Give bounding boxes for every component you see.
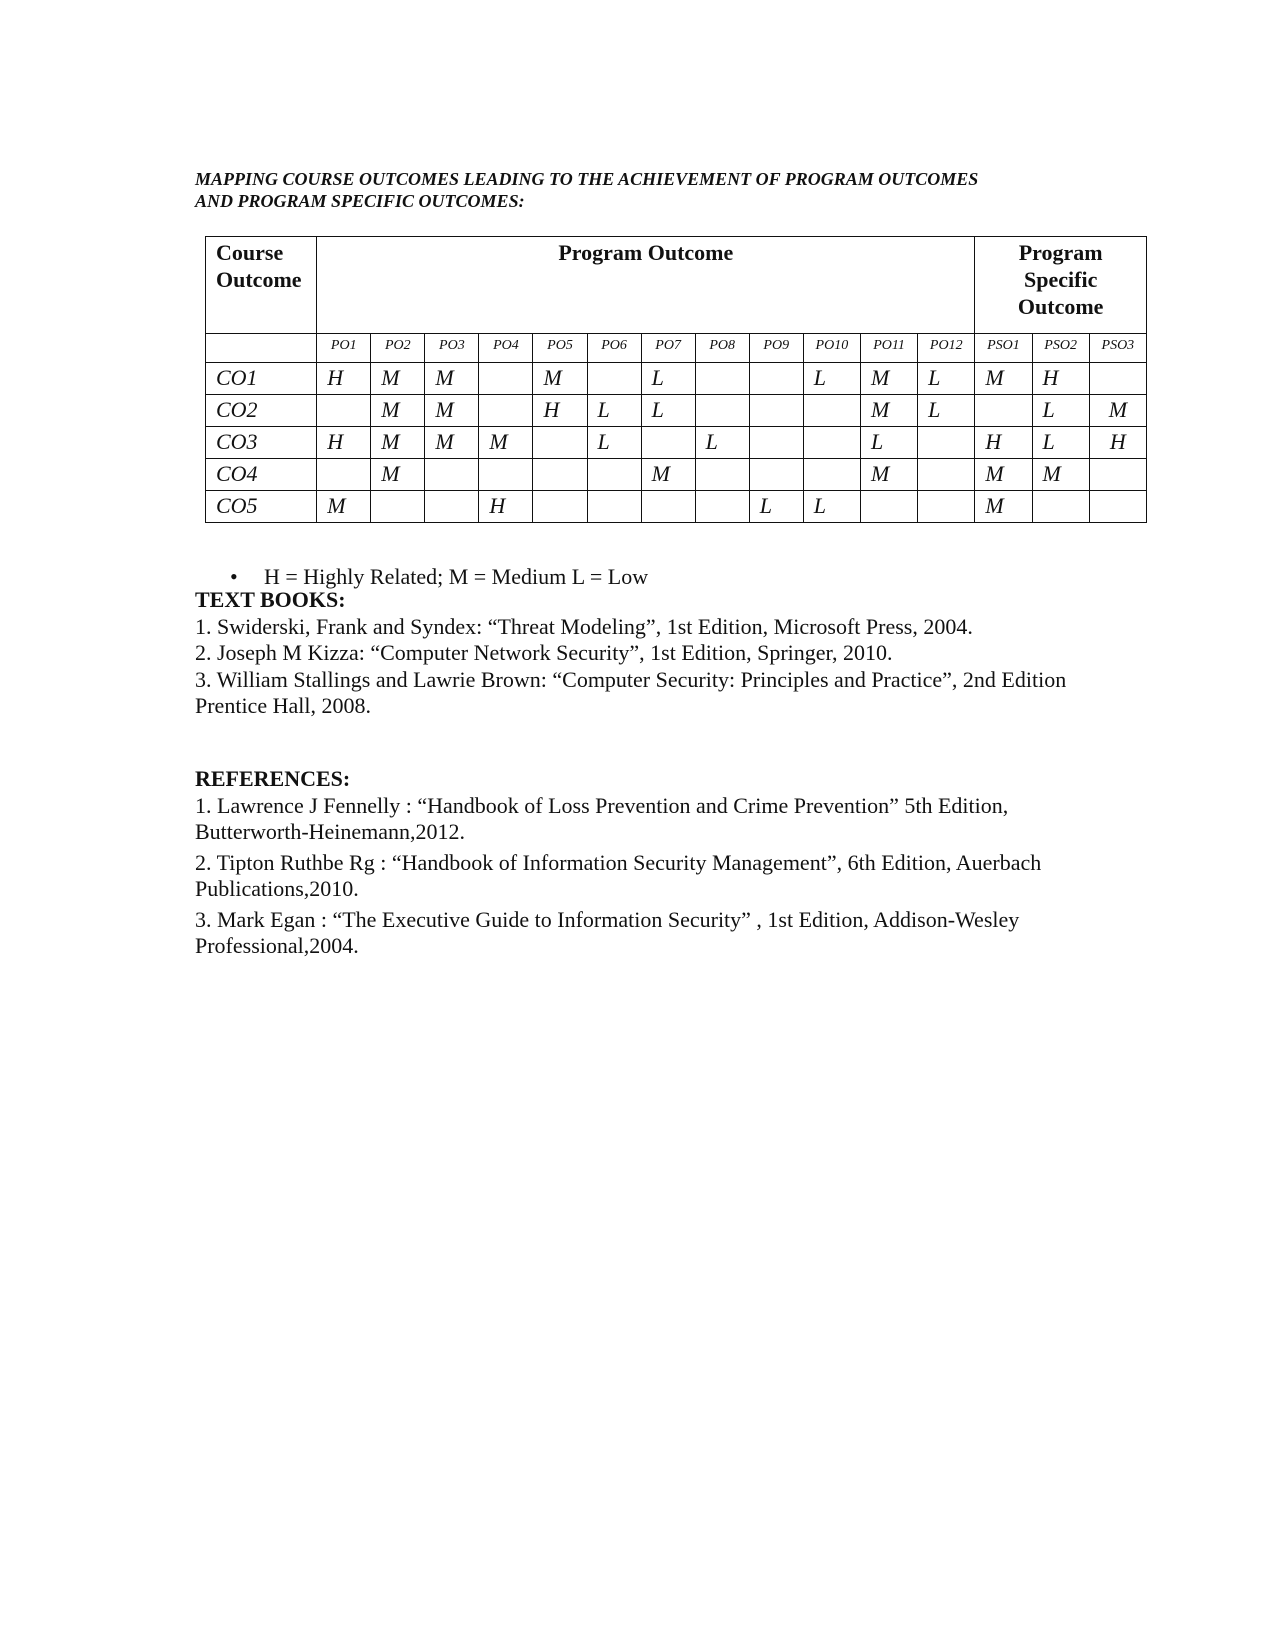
mapping-cell: M: [1089, 395, 1146, 427]
references-title: REFERENCES:: [195, 766, 351, 791]
mapping-cell: M: [371, 427, 425, 459]
mapping-cell: M: [317, 491, 371, 523]
mapping-cell: [317, 459, 371, 491]
mapping-cell: M: [860, 459, 917, 491]
column-header-po12: PO12: [918, 334, 975, 363]
mapping-cell: M: [425, 363, 479, 395]
textbooks-title: TEXT BOOKS:: [195, 587, 346, 612]
table-row: [206, 395, 1147, 427]
mapping-cell: [695, 363, 749, 395]
table-row: [206, 459, 1147, 491]
legend-bullet: •: [230, 564, 238, 589]
mapping-cell: [533, 491, 587, 523]
reference-item: 3. Mark Egan : “The Executive Guide to Information Security” , 1st Edition, Addison-Wesley Professional,2004.: [195, 906, 1020, 958]
program-outcome-header: Program Outcome: [317, 237, 975, 334]
column-header-po11: PO11: [860, 334, 917, 363]
column-header-po1: PO1: [317, 334, 371, 363]
mapping-cell: [1089, 459, 1146, 491]
textbook-item: 2. Joseph M Kizza: “Computer Network Security”, 1st Edition, Springer, 2010.: [195, 640, 893, 665]
mapping-cell: M: [533, 363, 587, 395]
legend-text: H = Highly Related; M = Medium L = Low: [264, 564, 649, 589]
column-header-po4: PO4: [479, 334, 533, 363]
mapping-cell: [749, 363, 803, 395]
mapping-cell: [1032, 491, 1089, 523]
mapping-cell: [749, 459, 803, 491]
mapping-cell: [749, 395, 803, 427]
mapping-cell: [918, 459, 975, 491]
mapping-cell: H: [975, 427, 1032, 459]
mapping-cell: M: [425, 395, 479, 427]
mapping-cell: [479, 459, 533, 491]
reference-item: 2. Tipton Ruthbe Rg : “Handbook of Information Security Management”, 6th Edition, Auerbach Publications,2010.: [195, 849, 1042, 901]
column-header-po6: PO6: [587, 334, 641, 363]
column-header-po8: PO8: [695, 334, 749, 363]
table-header-row: [206, 237, 1147, 334]
column-header-po7: PO7: [641, 334, 695, 363]
table-row: [206, 427, 1147, 459]
textbooks-section: [195, 587, 1095, 720]
mapping-cell: L: [918, 363, 975, 395]
textbook-item: 1. Swiderski, Frank and Syndex: “Threat Modeling”, 1st Edition, Microsoft Press, 2004.: [195, 613, 973, 639]
mapping-cell: L: [1032, 395, 1089, 427]
po-label-row: [206, 334, 1147, 363]
mapping-cell: [479, 363, 533, 395]
textbook-item: 3. William Stallings and Lawrie Brown: “Computer Security: Principles and Practice”, 2nd Edition Prentice Hall, 2008.: [195, 666, 1067, 718]
mapping-cell: H: [317, 363, 371, 395]
mapping-cell: [803, 395, 860, 427]
column-header-pso1: PSO1: [975, 334, 1032, 363]
course-outcome-label: CO3: [206, 427, 317, 459]
course-outcome-label: CO5: [206, 491, 317, 523]
mapping-cell: [587, 491, 641, 523]
mapping-cell: M: [1032, 459, 1089, 491]
mapping-cell: [533, 427, 587, 459]
course-outcome-label: CO1: [206, 363, 317, 395]
mapping-cell: [425, 491, 479, 523]
mapping-cell: M: [371, 363, 425, 395]
mapping-cell: [749, 427, 803, 459]
column-header-pso2: PSO2: [1032, 334, 1089, 363]
mapping-cell: M: [371, 459, 425, 491]
mapping-heading-line-2: AND PROGRAM SPECIFIC OUTCOMES:: [195, 191, 525, 211]
program-specific-outcome-header: [975, 237, 1147, 334]
course-outcome-label: CO2: [206, 395, 317, 427]
mapping-cell: [695, 491, 749, 523]
mapping-cell: [317, 395, 371, 427]
mapping-cell: [803, 427, 860, 459]
mapping-cell: [587, 363, 641, 395]
column-header-po5: PO5: [533, 334, 587, 363]
mapping-cell: [371, 491, 425, 523]
mapping-cell: [641, 491, 695, 523]
mapping-cell: M: [975, 459, 1032, 491]
column-header-po9: PO9: [749, 334, 803, 363]
course-outcome-label: CO4: [206, 459, 317, 491]
mapping-cell: M: [860, 363, 917, 395]
mapping-cell: H: [317, 427, 371, 459]
mapping-cell: L: [641, 363, 695, 395]
mapping-cell: [1089, 363, 1146, 395]
mapping-cell: L: [749, 491, 803, 523]
table-row: [206, 363, 1147, 395]
mapping-cell: H: [533, 395, 587, 427]
mapping-cell: M: [425, 427, 479, 459]
mapping-cell: [533, 459, 587, 491]
mapping-heading-line-1: MAPPING COURSE OUTCOMES LEADING TO THE ACHIEVEMENT OF PROGRAM OUTCOMES: [195, 169, 979, 189]
mapping-cell: [587, 459, 641, 491]
mapping-cell: L: [918, 395, 975, 427]
mapping-cell: H: [1089, 427, 1146, 459]
column-header-pso3: PSO3: [1089, 334, 1146, 363]
mapping-cell: [1089, 491, 1146, 523]
column-header-po3: PO3: [425, 334, 479, 363]
mapping-heading-block: [195, 168, 1155, 212]
table-row: [206, 491, 1147, 523]
mapping-cell: M: [860, 395, 917, 427]
mapping-cell: M: [479, 427, 533, 459]
pso-header-line-1: Program: [1018, 240, 1103, 265]
column-header-po2: PO2: [371, 334, 425, 363]
column-header-po10: PO10: [803, 334, 860, 363]
course-outcome-header: [206, 237, 317, 334]
mapping-cell: L: [1032, 427, 1089, 459]
pso-header-line-2: Specific: [1024, 267, 1098, 292]
mapping-cell: M: [371, 395, 425, 427]
mapping-cell: [803, 459, 860, 491]
reference-item: 1. Lawrence J Fennelly : “Handbook of Loss Prevention and Crime Prevention” 5th Edition, Butterworth-Heinemann,2012.: [195, 792, 1009, 844]
mapping-cell: [975, 395, 1032, 427]
mapping-cell: L: [803, 491, 860, 523]
mapping-cell: M: [975, 363, 1032, 395]
mapping-cell: M: [975, 491, 1032, 523]
pso-header-line-3: Outcome: [1017, 294, 1104, 319]
mapping-cell: [695, 459, 749, 491]
course-outcome-header-line-2: Outcome: [216, 267, 302, 292]
mapping-cell: [860, 491, 917, 523]
mapping-cell: L: [587, 427, 641, 459]
mapping-cell: [425, 459, 479, 491]
co-po-mapping-table: [205, 236, 1147, 523]
blank-corner-cell: [206, 334, 317, 363]
mapping-cell: [641, 427, 695, 459]
mapping-cell: M: [641, 459, 695, 491]
mapping-cell: [918, 427, 975, 459]
mapping-cell: L: [695, 427, 749, 459]
mapping-cell: L: [803, 363, 860, 395]
mapping-cell: L: [641, 395, 695, 427]
course-outcome-header-line-1: Course: [216, 240, 284, 265]
mapping-cell: [695, 395, 749, 427]
mapping-cell: [918, 491, 975, 523]
mapping-cell: L: [860, 427, 917, 459]
mapping-cell: H: [479, 491, 533, 523]
references-section: [195, 766, 1095, 964]
mapping-cell: [479, 395, 533, 427]
mapping-cell: L: [587, 395, 641, 427]
mapping-cell: H: [1032, 363, 1089, 395]
